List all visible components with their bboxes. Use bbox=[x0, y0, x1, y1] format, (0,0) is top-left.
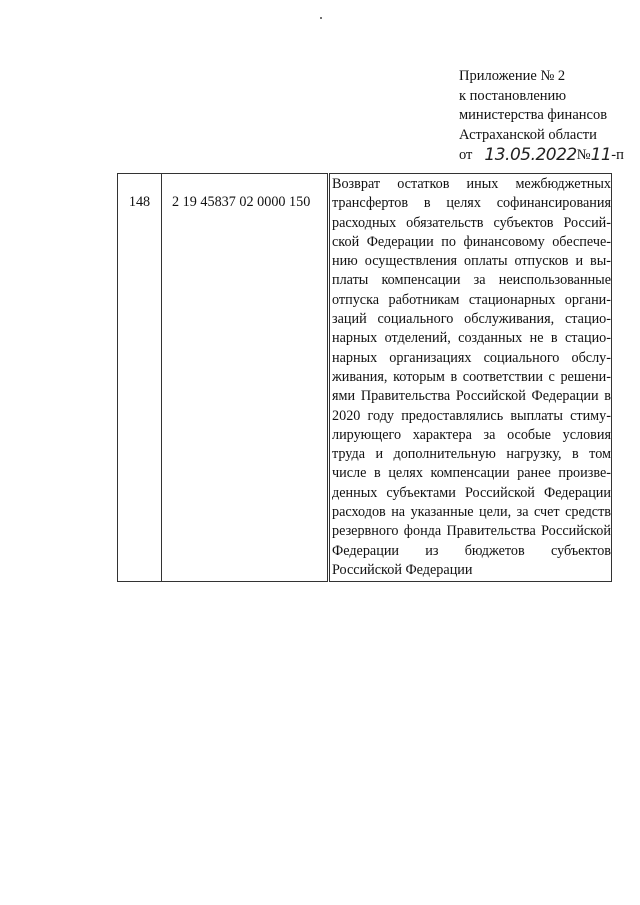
number-suffix: -п bbox=[611, 147, 624, 163]
date-prefix: от bbox=[459, 147, 473, 163]
scan-speck bbox=[320, 17, 322, 19]
budget-code-cell bbox=[162, 174, 329, 582]
codes-table bbox=[117, 173, 612, 582]
description-cell bbox=[329, 174, 612, 582]
row-number-cell bbox=[118, 174, 162, 582]
annex-ministry: министерства финансов bbox=[459, 107, 608, 123]
annex-header bbox=[459, 67, 624, 166]
handwritten-number: 11 bbox=[590, 145, 612, 165]
row-number: 148 bbox=[128, 194, 151, 210]
handwritten-date: 13.05.2022 bbox=[484, 145, 577, 165]
budget-code: 2 19 45837 02 0000 150 bbox=[172, 194, 311, 210]
number-sign: № bbox=[576, 147, 591, 163]
description-text: Возврат остатков иных межбюджетных трансфертов в целях софинансирования расходных обязательств субъектов Российской Федерации по финансовому обеспечению осуществления оплаты отпусков и выплаты компенсации за неиспользованные отпуска работникам стационарных организаций социального обслуживания, стационарных отделений, созданных не в стационарных организациях социального обслуживания, которым в соответствии с решениями Правительства Российской Федерации в 2020 году предоставлялись выплаты стимулирующего характера за особые условия труда и дополнительную нагрузку, в том числе в целях компенсации ранее произведенных субъектами Российской Федерации расходов на указанные цели, за счет средств резервного фонда Правительства Российской Федерации из бюджетов субъектов Российской Федерации bbox=[332, 176, 611, 578]
annex-date-line bbox=[459, 145, 624, 166]
annex-region: Астраханской области bbox=[459, 126, 597, 143]
annex-title: Приложение № 2 bbox=[459, 68, 566, 84]
annex-ref-line: к постановлению bbox=[459, 87, 567, 104]
table-row bbox=[118, 174, 612, 582]
